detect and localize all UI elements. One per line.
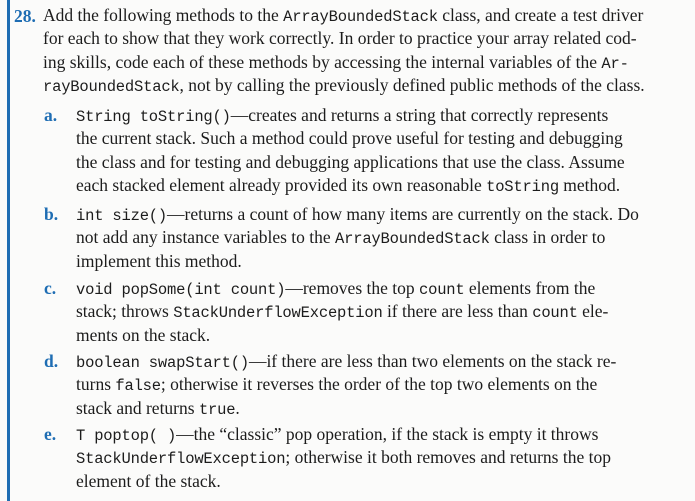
item-letter-a: a. [44,105,58,125]
exercise-intro [43,4,693,97]
code-span: true [198,400,236,419]
code-span: count [532,304,578,323]
code-span: int size() [76,207,168,225]
code-span: ArrayBoundedStack [283,8,438,26]
intro-line: ing skills, code each of these methods by accessing the internal variables of the Ar- [43,51,629,73]
item-c-text: void popSome(int count)—removes the top count elements from the stack; throws StackUnderflowException if there are less than count ele- ments on the stack. [76,278,609,345]
item-b-text: int size()—returns a count of how many items are currently on the stack. Do not add any instance variables to the ArrayBoundedStack class in order to implement this method. [76,204,639,271]
code-span: ArrayBoundedStack [335,230,490,249]
item-letter-b: b. [44,204,59,224]
intro-line: rayBoundedStack, not by calling the previously defined public methods of the class. [43,74,645,96]
exercise-number: 28. [14,6,36,26]
item-a-text: String toString()—creates and returns a string that correctly represents the current stack. Such a method could prove useful for testing and debugging the class and for testing and debugging applications that use the class. Assume each stacked element already provided its own reasonable toString method. [76,105,625,196]
intro-line: Add the following methods to the ArrayBoundedStack class, and create a test driver [43,5,644,26]
code-span: StackUnderflowException [173,304,383,323]
intro-line: for each to show that they work correctly. In order to practice your array related cod- [43,28,637,49]
code-span: toString [486,177,559,196]
code-span: T poptop( ) [76,427,177,445]
code-span: count [419,281,465,299]
code-span: Ar- [601,54,629,73]
code-span: rayBoundedStack [43,77,180,96]
code-span: void popSome(int count) [76,281,286,299]
margin-rule [7,0,10,501]
code-span: String toString() [76,108,231,126]
code-span: false [115,377,161,396]
item-e-text: T poptop( )—the “classic” pop operation, if the stack is empty it throws StackUnderflowException; otherwise it both removes and returns the top element of the stack. [76,424,611,491]
item-letter-d: d. [44,351,59,371]
item-d-text: boolean swapStart()—if there are less than two elements on the stack re- turns false; otherwise it reverses the order of the top two elements on the stack and returns true. [76,351,617,419]
code-span: boolean swapStart() [76,354,249,372]
code-span: StackUnderflowException [76,450,286,469]
item-letter-e: e. [44,424,57,444]
item-letter-c: c. [44,278,57,298]
